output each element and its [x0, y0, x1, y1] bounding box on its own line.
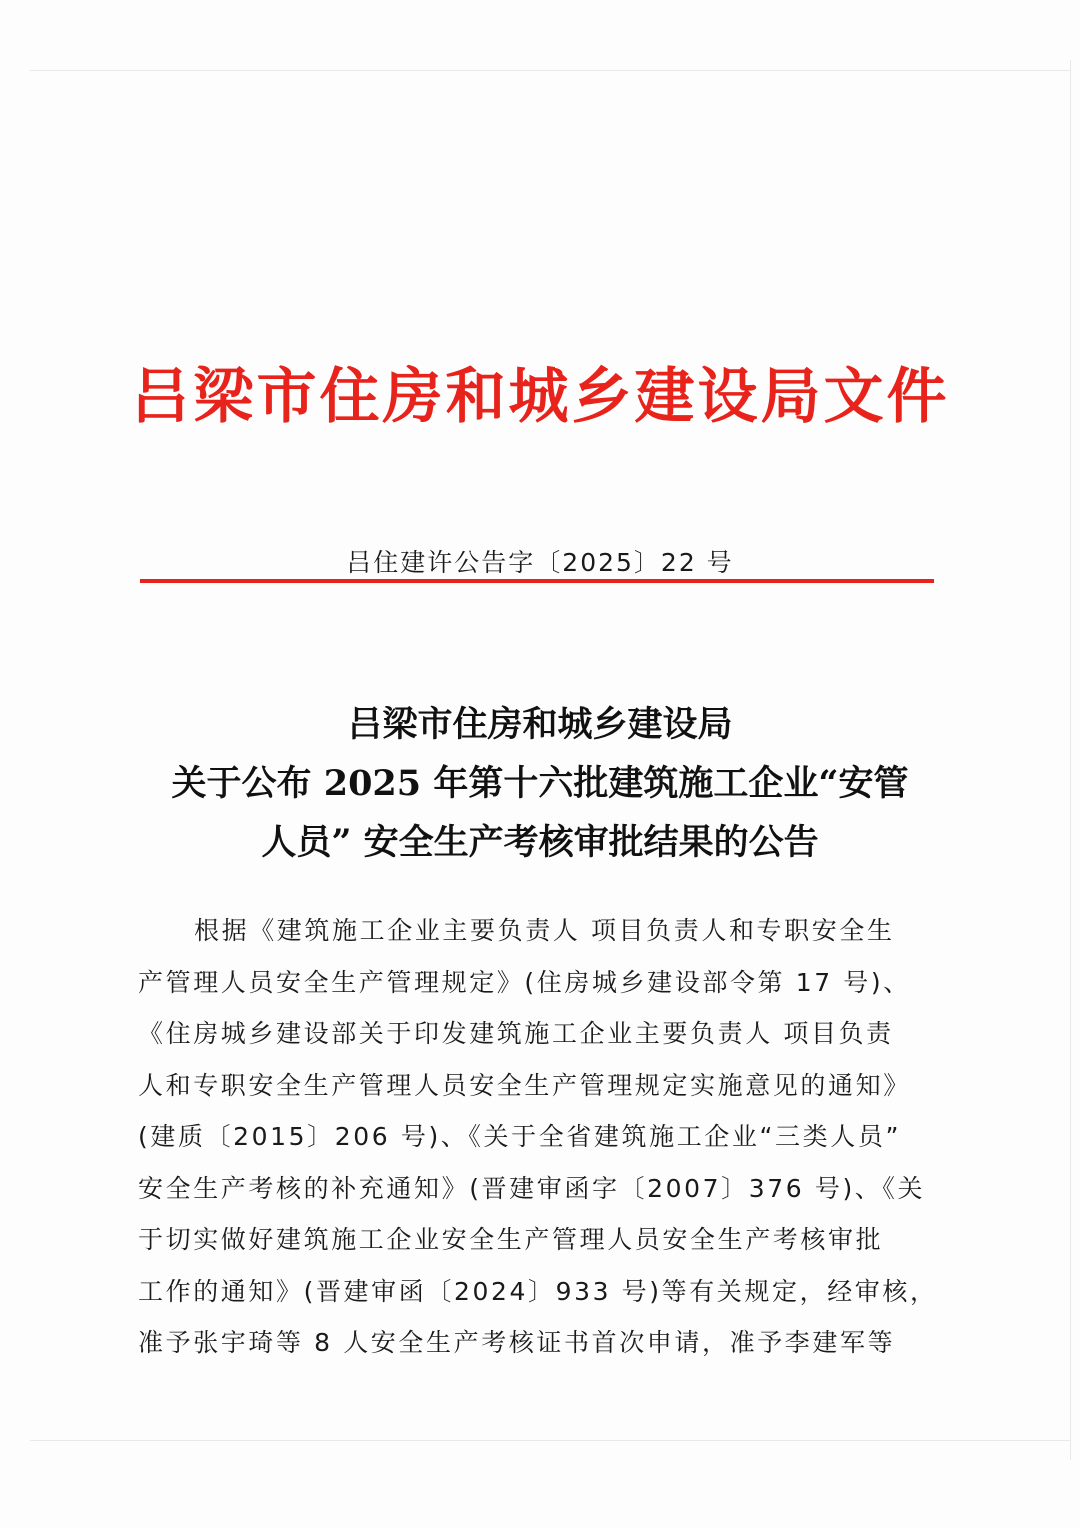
body-text — [138, 905, 938, 1369]
body-line-3: 《住房城乡建设部关于印发建筑施工企业主要负责人 项目负责 — [138, 1019, 894, 1048]
title-line-2: 关于公布 2025 年第十六批建筑施工企业“安管 — [171, 763, 909, 804]
red-separator-rule — [140, 579, 934, 583]
body-line-5: (建质〔2015〕206 号)、《关于全省建筑施工企业“三类人员” — [138, 1122, 901, 1151]
scan-edge-right — [1070, 60, 1071, 1460]
body-line-6: 安全生产考核的补充通知》(晋建审函字〔2007〕376 号)、《关 — [138, 1173, 926, 1203]
red-masthead: 吕梁市住房和城乡建设局文件 — [130, 362, 950, 432]
title-line-1: 吕梁市住房和城乡建设局 — [347, 704, 733, 745]
body-line-1: 根据《建筑施工企业主要负责人 项目负责人和专职安全生 — [194, 916, 895, 945]
body-line-8: 工作的通知》(晋建审函〔2024〕933 号)等有关规定，经审核， — [138, 1276, 938, 1306]
body-line-7: 于切实做好建筑施工企业安全生产管理人员安全生产考核审批 — [138, 1225, 884, 1254]
scan-edge-top — [30, 70, 1070, 71]
title-line-3: 人员” 安全生产考核审批结果的公告 — [261, 822, 819, 863]
document-title — [120, 695, 960, 872]
body-line-9: 准予张宇琦等 8 人安全生产考核证书首次申请，准予李建军等 — [138, 1328, 896, 1357]
document-number: 吕住建许公告字〔2025〕22 号 — [346, 548, 734, 577]
body-line-4: 人和专职安全生产管理人员安全生产管理规定实施意见的通知》 — [138, 1070, 911, 1100]
body-line-2: 产管理人员安全生产管理规定》(住房城乡建设部令第 17 号)、 — [138, 967, 911, 997]
scan-edge-bottom — [30, 1440, 1070, 1441]
